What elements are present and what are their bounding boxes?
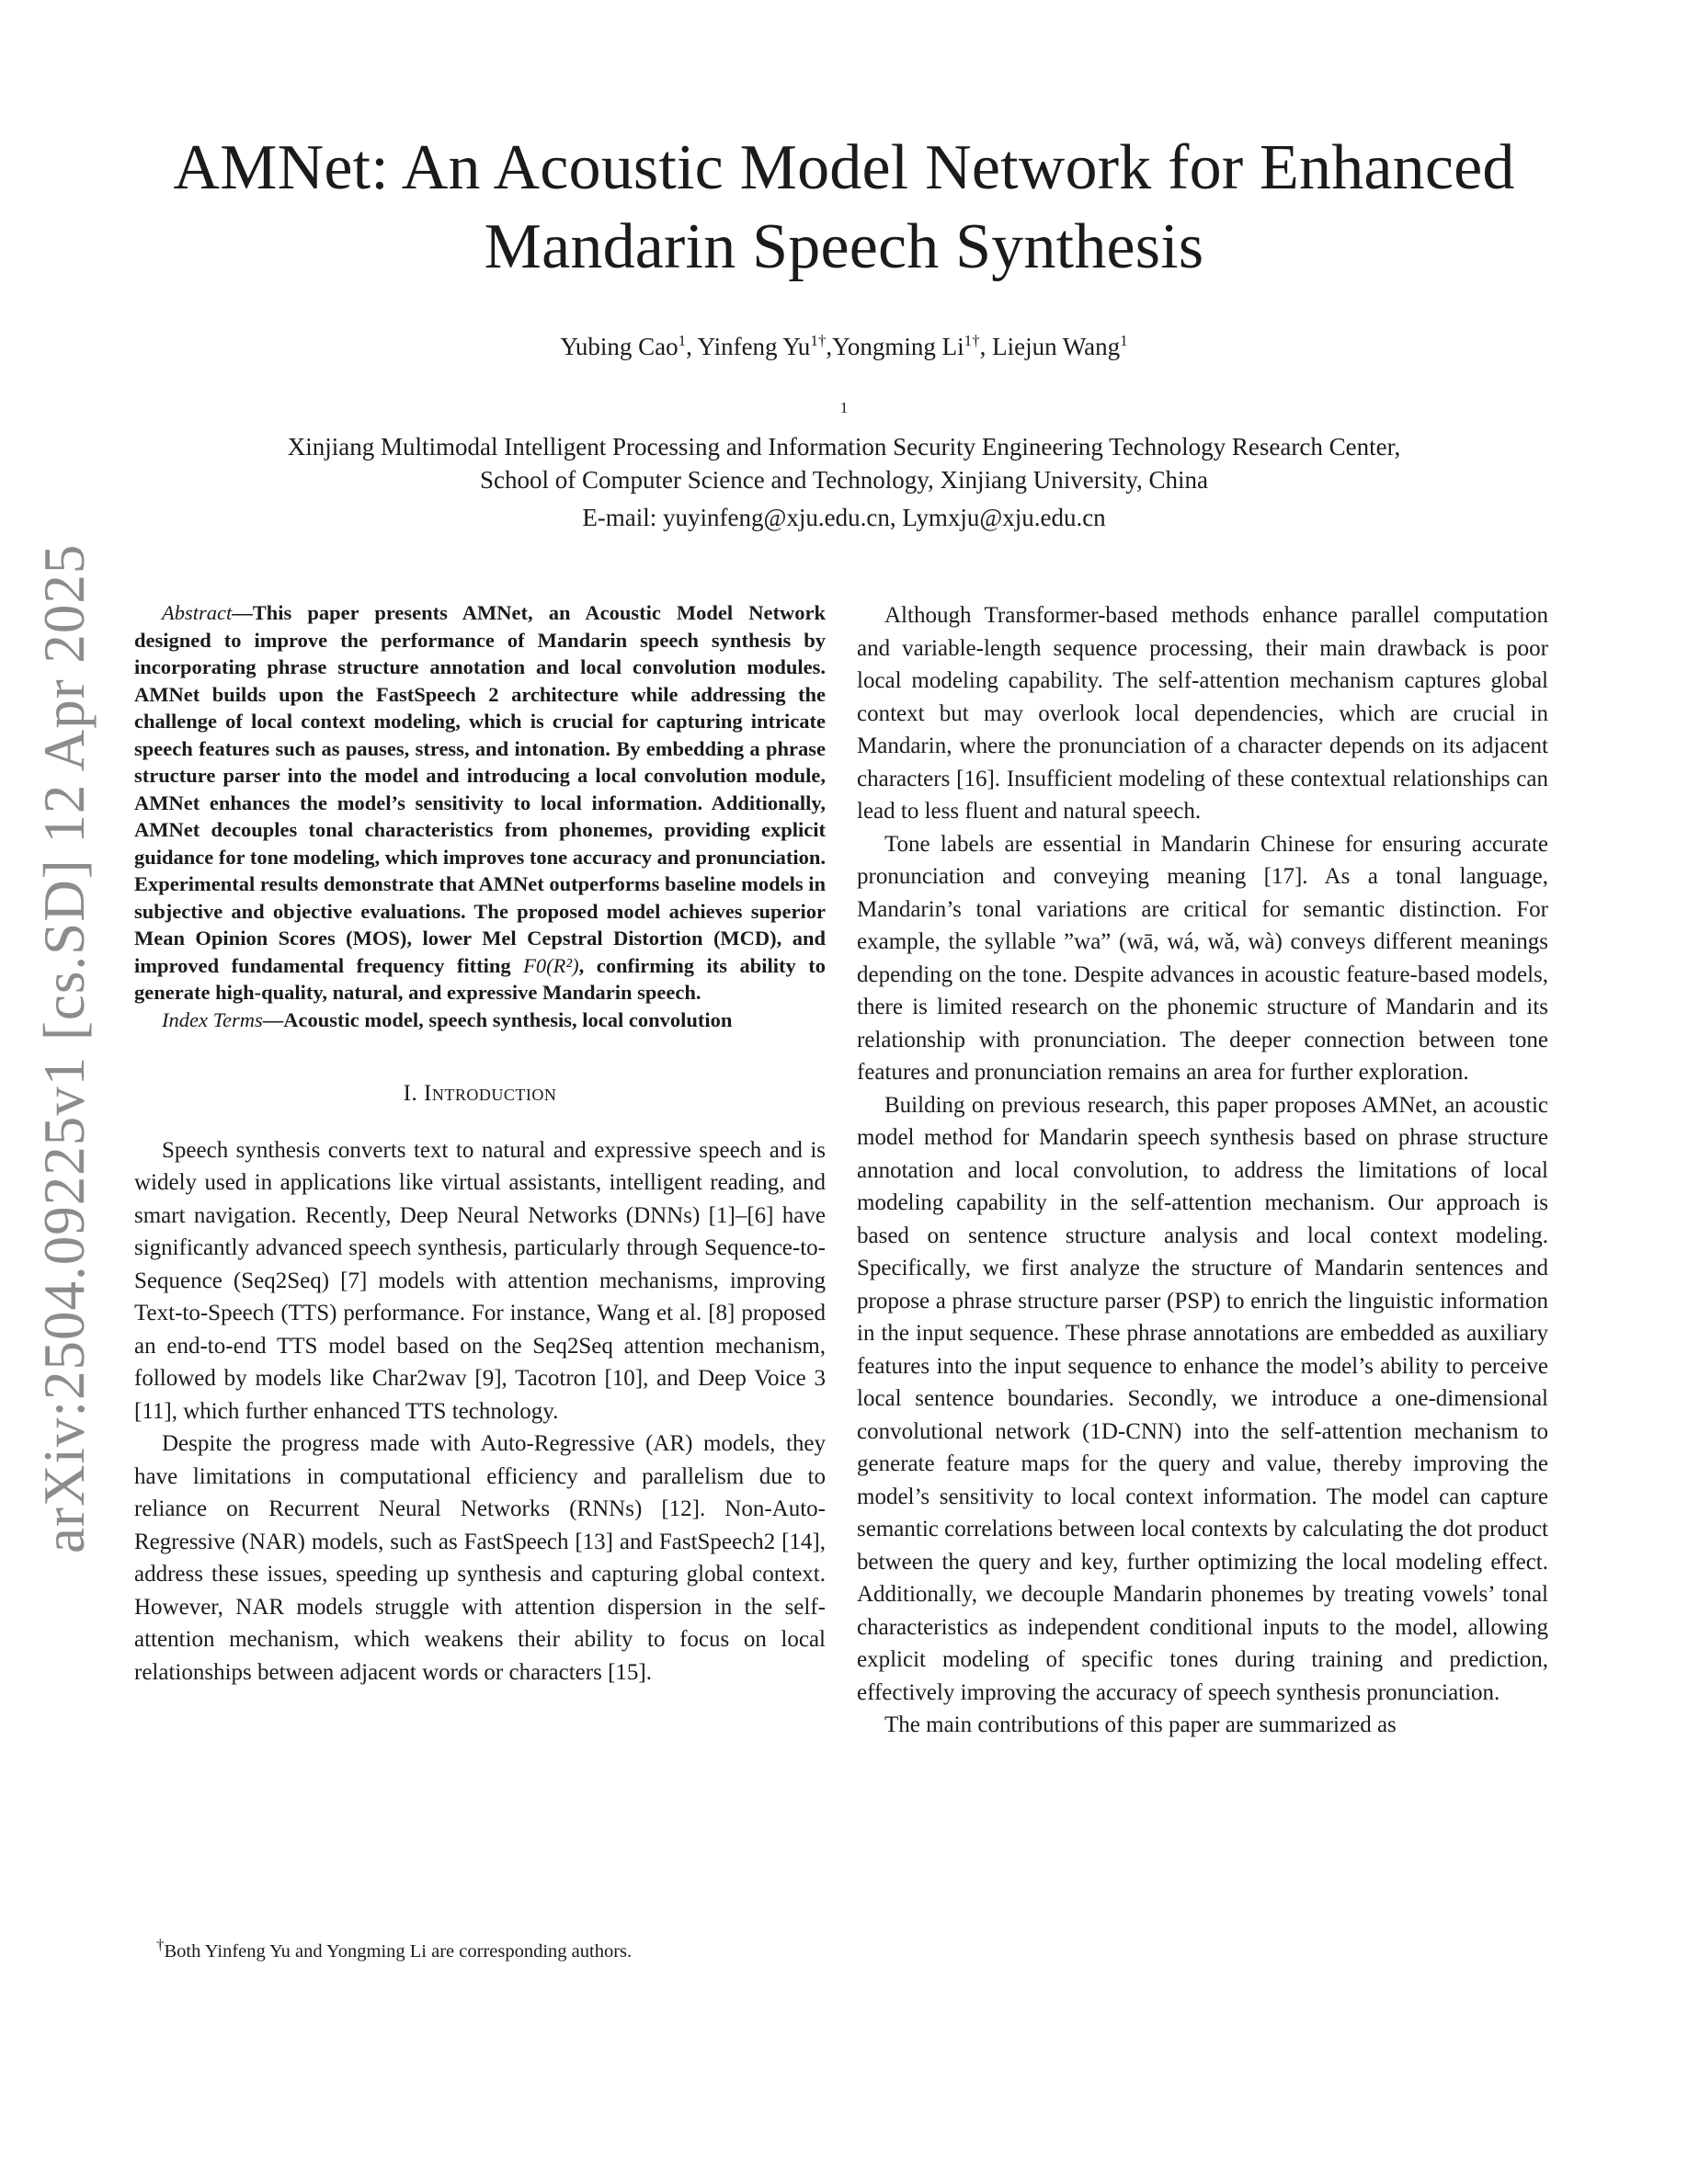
section-title: Introduction <box>424 1081 557 1106</box>
footnote-text: Both Yinfeng Yu and Yongming Li are corresponding authors. <box>164 1941 633 1962</box>
paragraph: Tone labels are essential in Mandarin Chinese for ensuring accurate pronunciation and conveying meaning [17]. As a tonal language, Mandarin’s tonal variations are critical for semantic distinction. For example, the syllable ”wa” (wā, wá, wǎ, wà) conveys different meanings depending on the tone. Despite advances in acoustic feature-based models, there is limited research on the phonemic structure of Mandarin and its relationship with pronunciation. The deeper connection between tone features and pronunciation remains an area for further exploration. <box>857 831 1548 1085</box>
affiliation-line-1 <box>0 397 1688 463</box>
author-list: Yubing Cao$^1$, Yinfeng $Yu^{1\dagger},Yongming$ $Li^{1\dagger}$, Liejun Wang$^1$ <box>560 332 1128 360</box>
index-terms-label: Index Terms <box>162 1007 263 1031</box>
footnote <box>156 1936 800 1963</box>
left-column <box>134 599 826 1689</box>
index-terms <box>134 1007 826 1034</box>
title-line-1: AMNet: An Acoustic Model Network for Enhanced <box>173 132 1515 203</box>
title-line-2: Mandarin Speech Synthesis <box>484 211 1204 282</box>
affiliation-text-1: Xinjiang Multimodal Intelligent Processing and Information Security Engineering Technology Research Center, <box>287 433 1401 461</box>
author-mark: 1 <box>678 332 687 349</box>
abstract-label: Abstract <box>162 601 233 624</box>
author-mark: 1† <box>964 332 980 349</box>
paragraph: Although Transformer-based methods enhance parallel computation and variable-length sequence processing, their main drawback is poor local modeling capability. The self-attention mechanism captures global context but may overlook local dependencies, which are crucial in Mandarin, where the pronunciation of a character depends on its adjacent characters [16]. Insufficient modeling of these contextual relationships can lead to less fluent and natural speech. <box>857 603 1548 824</box>
affiliation <box>0 397 1688 496</box>
author-name: Yongming Li <box>832 333 964 360</box>
paragraph: Despite the progress made with Auto-Regressive (AR) models, they have limitations in computational efficiency and parallelism due to reliance on Recurrent Neural Networks (RNNs) [12]. Non-Auto-Regressive (NAR) models, such as FastSpeech [13] and FastSpeech2 [14], address these issues, speeding up synthesis and capturing global context. However, NAR models struggle with attention dispersion in the self-attention mechanism, which weakens their ability to focus on local relationships between adjacent words or characters [15]. <box>134 1431 826 1685</box>
author-mark: 1† <box>810 332 827 349</box>
index-terms-text: —Acoustic model, speech synthesis, local convolution <box>262 1007 733 1031</box>
author-name: Liejun Wang <box>992 333 1121 360</box>
author-name: Yubing Cao <box>560 333 679 360</box>
arxiv-identifier: arXiv:2504.09225v1 [cs.SD] 12 Apr 2025 <box>32 543 97 1553</box>
section-heading <box>134 1077 826 1110</box>
abstract-math: F0(R²) <box>523 953 579 977</box>
abstract-text-end: , confirming its ability to generate high-quality, natural, and expressive Mandarin speech. <box>134 953 826 1004</box>
right-column <box>857 599 1548 1742</box>
footnote-mark: † <box>156 1936 165 1954</box>
paragraph: Building on previous research, this paper proposes AMNet, an acoustic model method for Mandarin speech synthesis based on phrase structure annotation and local convolution, to address the limitations of local modeling capability in the self-attention mechanism. Our approach is based on sentence structure analysis and local context modeling. Specifically, we first analyze the structure of Mandarin sentences and propose a phrase structure parser (PSP) to enrich the linguistic information in the input sequence. These phrase annotations are embedded as auxiliary features into the input sequence to enhance the model’s ability to perceive local sentence boundaries. Secondly, we introduce a one-dimensional convolutional network (1D-CNN) into the self-attention mechanism to generate feature maps for the query and value, thereby improving the model’s sensitivity to local context information. The model can capture semantic correlations between local contexts by calculating the dot product between the query and key, further optimizing the local modeling effect. Additionally, we decouple Mandarin phonemes by treating vowels’ tonal characteristics as independent conditional inputs to the model, allowing explicit modeling of specific tones during training and prediction, effectively improving the accuracy of speech synthesis pronunciation. <box>857 1092 1548 1705</box>
section-number: I. <box>403 1081 424 1106</box>
abstract-text: —This paper presents AMNet, an Acoustic Model Network designed to improve the performance of Mandarin speech synthesis by incorporating phrase structure annotation and local convolution modules. AMNet builds upon the FastSpeech 2 architecture while addressing the challenge of local context modeling, which is crucial for capturing intricate speech features such as pauses, stress, and intonation. By embedding a phrase structure parser into the model and introducing a local convolution module, AMNet enhances the model’s sensitivity to local information. Additionally, AMNet decouples tonal characteristics from phonemes, providing explicit guidance for tone modeling, which improves tone accuracy and pronunciation. Experimental results demonstrate that AMNet outperforms baseline models in subjective and objective evaluations. The proposed model achieves superior Mean Opinion Scores (MOS), lower Mel Cepstral Distortion (MCD), and improved fundamental frequency fitting <box>134 601 827 977</box>
paper-title <box>0 129 1688 287</box>
paragraph: Speech synthesis converts text to natural and expressive speech and is widely used in applications like virtual assistants, intelligent reading, and smart navigation. Recently, Deep Neural Networks (DNNs) [1]–[6] have significantly advanced speech synthesis, particularly through Sequence-to-Sequence (Seq2Seq) [7] models with attention mechanisms, improving Text-to-Speech (TTS) performance. For instance, Wang et al. [8] proposed an end-to-end TTS model based on the Seq2Seq attention mechanism, followed by models like Char2wav [9], Tacotron [10], and Deep Voice 3 [11], which further enhanced TTS technology. <box>134 1137 826 1424</box>
affiliation-mark: 1 <box>839 399 849 416</box>
email-line: E-mail: yuyinfeng@xju.edu.cn, Lymxju@xju.edu.cn <box>582 504 1106 531</box>
abstract <box>134 599 826 1007</box>
author-name: Yinfeng Yu <box>697 333 811 360</box>
paragraph: The main contributions of this paper are summarized as <box>884 1712 1397 1737</box>
author-mark: 1 <box>1120 332 1128 349</box>
affiliation-line-2: School of Computer Science and Technology, Xinjiang University, China <box>480 466 1208 494</box>
